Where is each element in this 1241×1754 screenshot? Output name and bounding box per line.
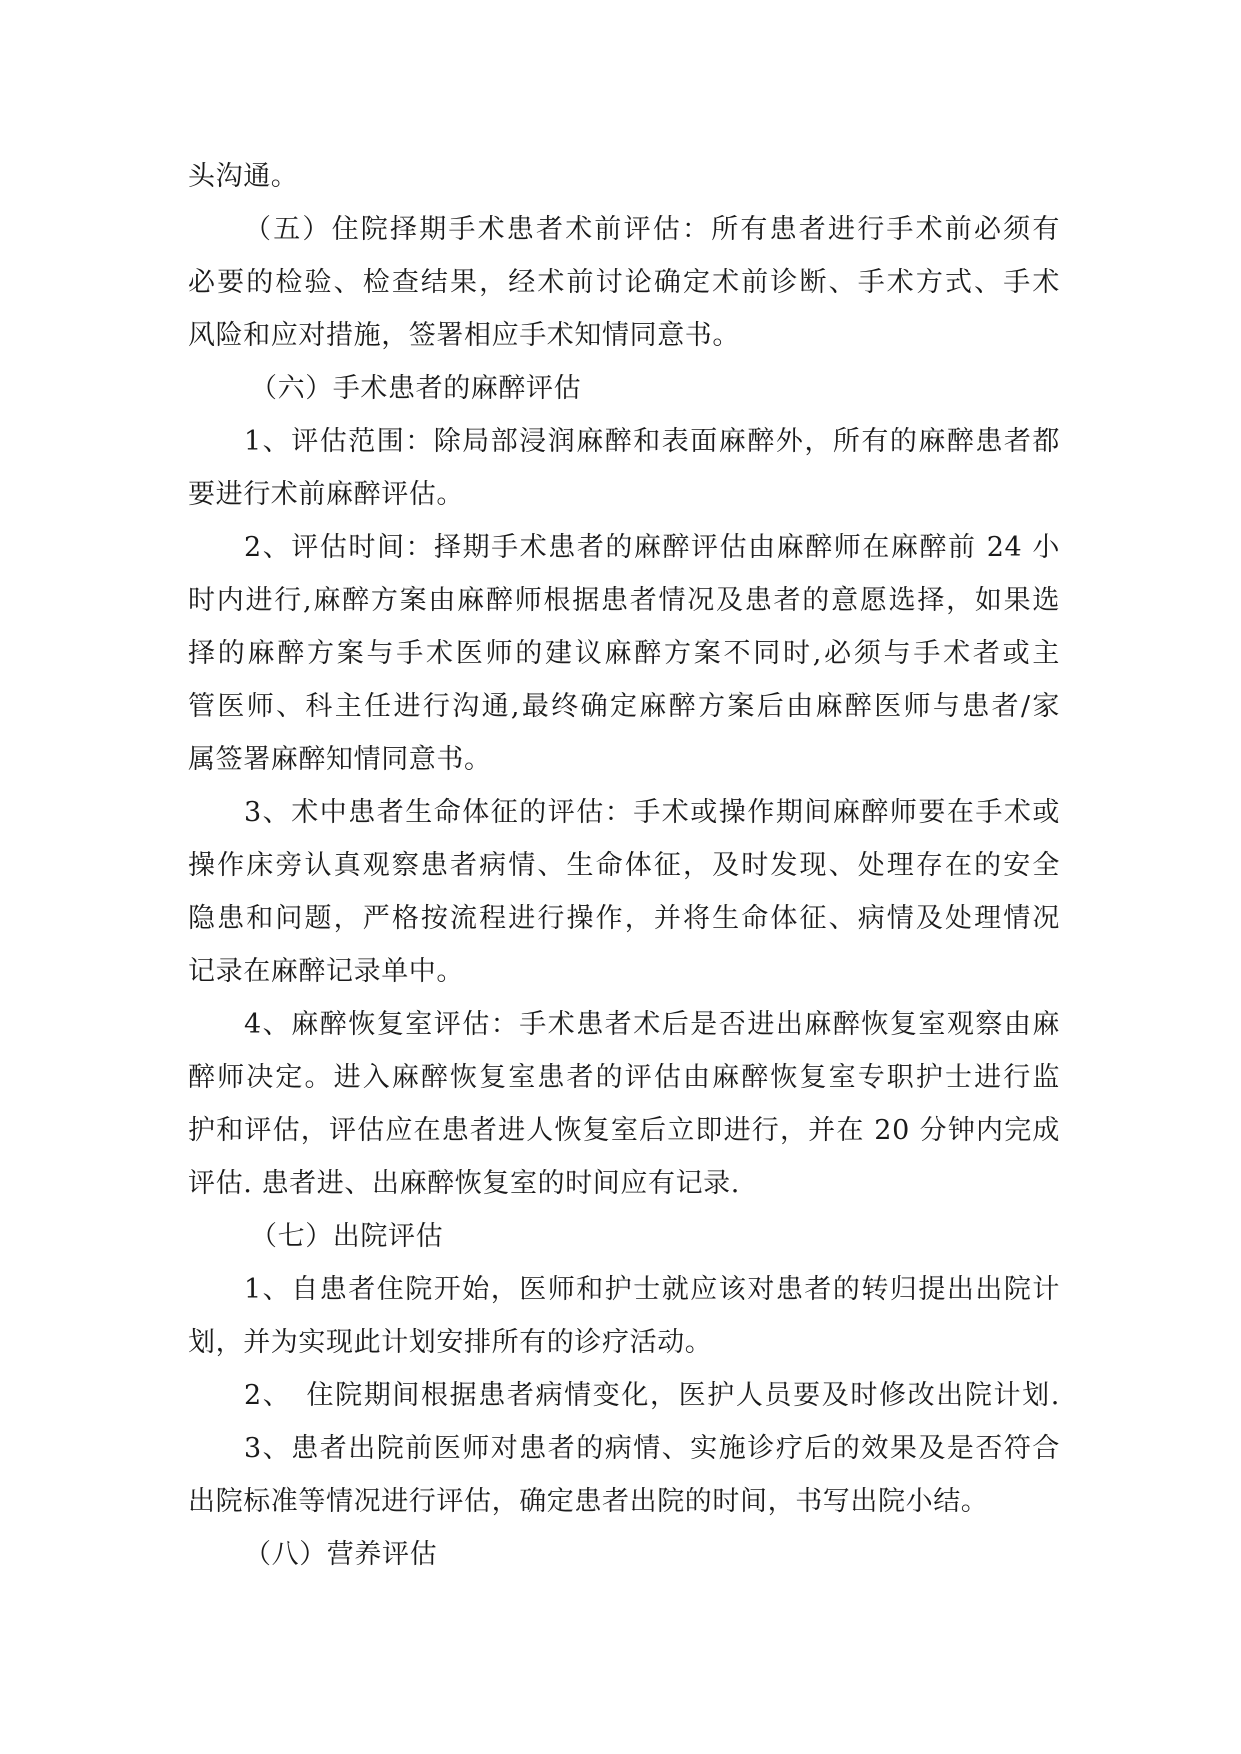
text-line: 择的麻醉方案与手术医师的建议麻醉方案不同时,必须与手术者或主 [188,638,1060,669]
section-heading-8: （八）营养评估 [244,1539,438,1570]
text-line: 管医师、科主任进行沟通,最终确定麻醉方案后由麻醉医师与患者/家 [188,691,1060,722]
text-line: 护和评估，评估应在患者进人恢复室后立即进行，并在 20 分钟内完成 [188,1115,1060,1146]
section-heading-5: （五）住院择期手术患者术前评估：所有患者进行手术前必须有 [244,214,1060,245]
text-line: 1、自患者住院开始，医师和护士就应该对患者的转归提出出院计 [244,1274,1060,1305]
text-line: 头沟通。 [188,161,299,192]
text-line: 必要的检验、检查结果，经术前讨论确定术前诊断、手术方式、手术 [188,267,1060,298]
section-heading-7: （七）出院评估 [250,1221,444,1252]
text-line: 隐患和问题，严格按流程进行操作，并将生命体征、病情及处理情况 [188,903,1060,934]
text-line: 操作床旁认真观察患者病情、生命体征，及时发现、处理存在的安全 [188,850,1060,881]
section-heading-6: （六）手术患者的麻醉评估 [250,373,582,404]
text-line: 时内进行,麻醉方案由麻醉师根据患者情况及患者的意愿选择，如果选 [188,585,1060,616]
text-line: 2、 住院期间根据患者病情变化，医护人员要及时修改出院计划. [244,1380,1060,1411]
text-line: 醉师决定。进入麻醉恢复室患者的评估由麻醉恢复室专职护士进行监 [188,1062,1060,1093]
text-line: 要进行术前麻醉评估。 [188,479,464,510]
text-line: 3、术中患者生命体征的评估：手术或操作期间麻醉师要在手术或 [244,797,1060,828]
text-line: 4、麻醉恢复室评估：手术患者术后是否进出麻醉恢复室观察由麻 [244,1009,1060,1040]
text-line: 划，并为实现此计划安排所有的诊疗活动。 [188,1327,713,1358]
text-line: 风险和应对措施，签署相应手术知情同意书。 [188,320,740,351]
text-line: 记录在麻醉记录单中。 [188,956,464,987]
body-text [188,150,1060,1581]
text-line: 属签署麻醉知情同意书。 [188,744,492,775]
text-line: 2、评估时间：择期手术患者的麻醉评估由麻醉师在麻醉前 24 小 [244,532,1060,563]
text-line: 1、评估范围：除局部浸润麻醉和表面麻醉外，所有的麻醉患者都 [244,426,1060,457]
text-line: 3、患者出院前医师对患者的病情、实施诊疗后的效果及是否符合 [244,1433,1060,1464]
text-line: 评估. 患者进、出麻醉恢复室的时间应有记录. [188,1168,740,1199]
text-line: 出院标准等情况进行评估，确定患者出院的时间，书写出院小结。 [188,1486,989,1517]
